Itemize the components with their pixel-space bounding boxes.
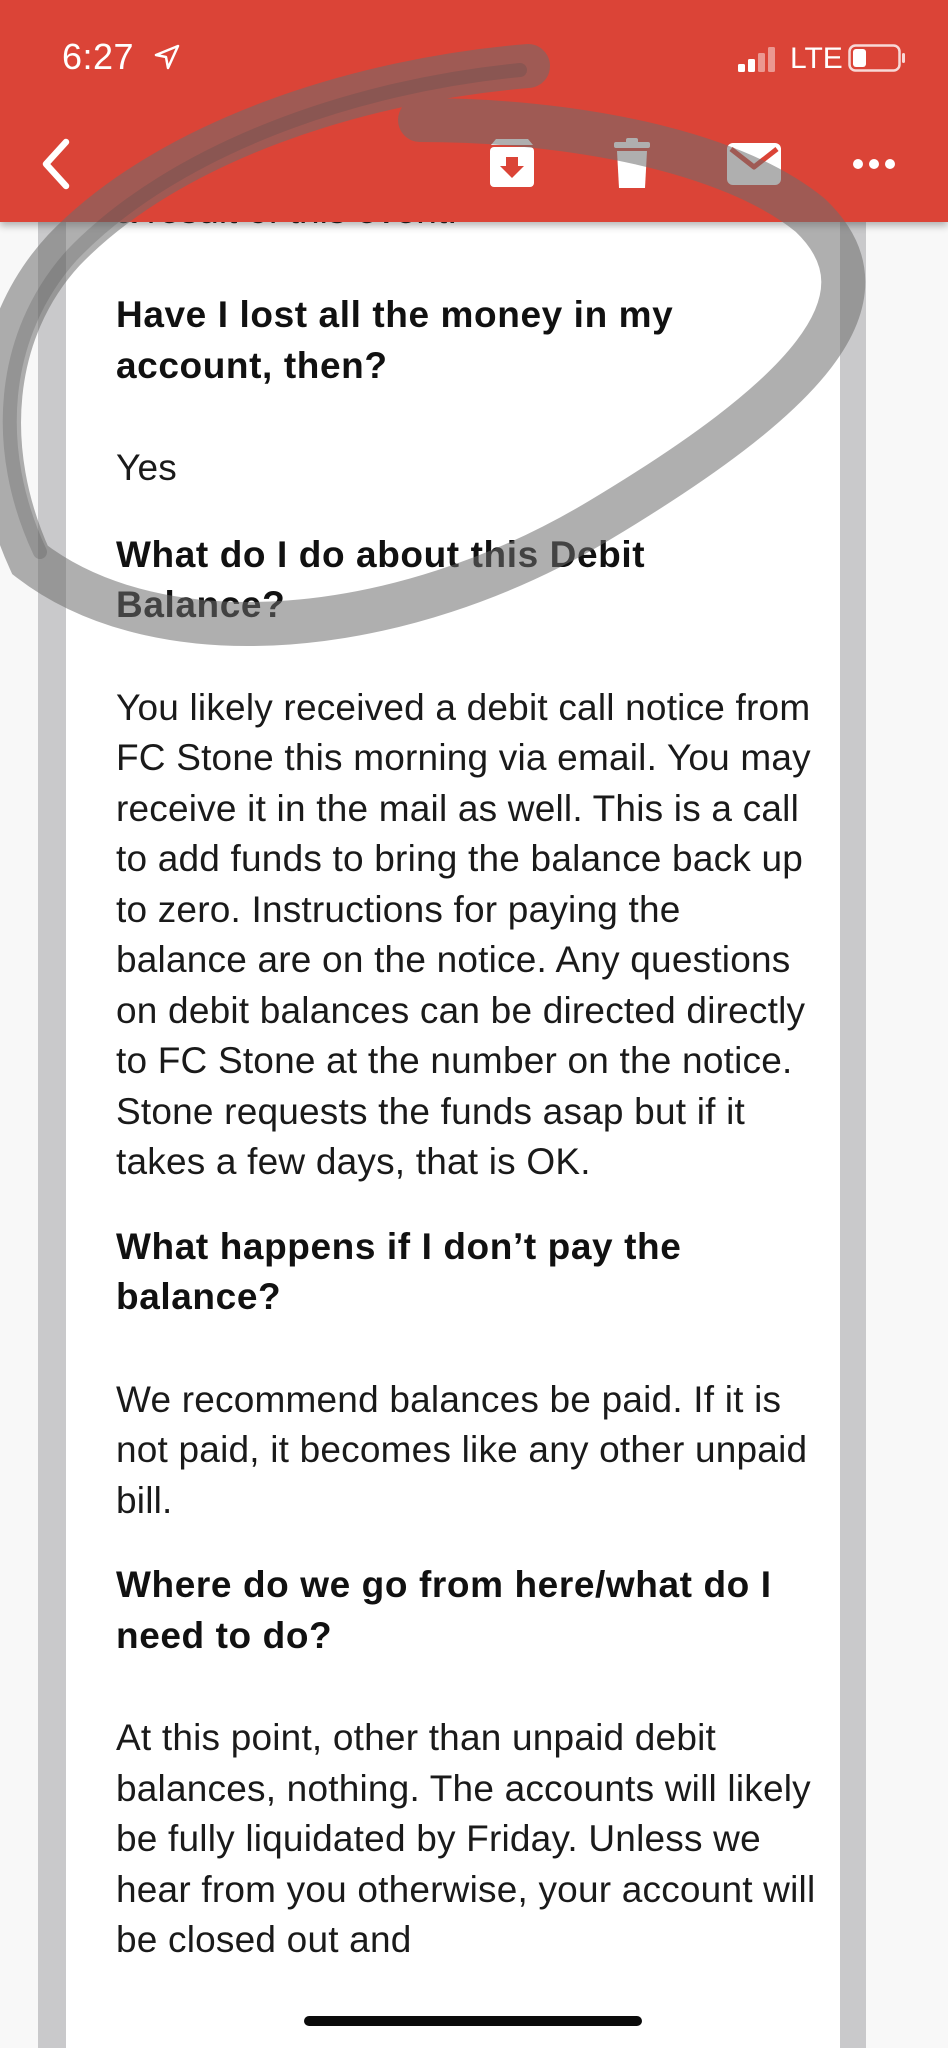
answer-lost-money: Yes <box>116 447 177 488</box>
back-button[interactable] <box>24 132 88 196</box>
archive-button[interactable] <box>480 132 544 196</box>
question-debit-balance: What do I do about this Debit Balance? <box>116 533 646 625</box>
delete-icon <box>612 138 652 190</box>
question-dont-pay: What happens if I don’t pay the balance? <box>116 1225 682 1317</box>
archive-icon <box>487 139 537 189</box>
more-icon <box>852 158 896 170</box>
answer-debit-balance: You likely received a debit call notice from FC Stone this morning via email. You may receive it in the mail as well. This is a call to add funds to bring the balance back up to zero. Instructions for paying the balance are on the notice. Any questions on debit balances can be directed directly to FC Stone at the number on the notice. Stone requests the funds asap but if it takes a few days, that is OK. <box>116 686 811 1182</box>
home-indicator[interactable] <box>304 2016 642 2026</box>
delete-button[interactable] <box>600 132 664 196</box>
location-arrow-icon <box>154 44 180 70</box>
message-frame-left <box>38 222 66 2048</box>
answer-next-steps: At this point, other than unpaid debit balances, nothing. The accounts will likely be fully liquidated by Friday. Unless we hear from you otherwise, your account will be closed out and <box>116 1717 816 1960</box>
status-time: 6:27 <box>62 36 135 77</box>
signal-bars-icon <box>738 46 784 72</box>
mail-icon <box>727 143 781 185</box>
question-next-steps: Where do we go from here/what do I need to do? <box>116 1564 772 1656</box>
network-type: LTE <box>790 42 843 75</box>
back-icon <box>36 138 76 190</box>
question-lost-money: Have I lost all the money in my account, then? <box>116 294 674 386</box>
mark-unread-button[interactable] <box>722 132 786 196</box>
message-frame-right <box>840 222 866 2048</box>
app-bar <box>0 0 948 222</box>
email-body <box>116 290 816 1966</box>
more-options-button[interactable] <box>842 132 906 196</box>
answer-dont-pay: We recommend balances be paid. If it is not paid, it becomes like any other unpaid bill. <box>116 1378 808 1521</box>
battery-icon <box>848 44 906 72</box>
